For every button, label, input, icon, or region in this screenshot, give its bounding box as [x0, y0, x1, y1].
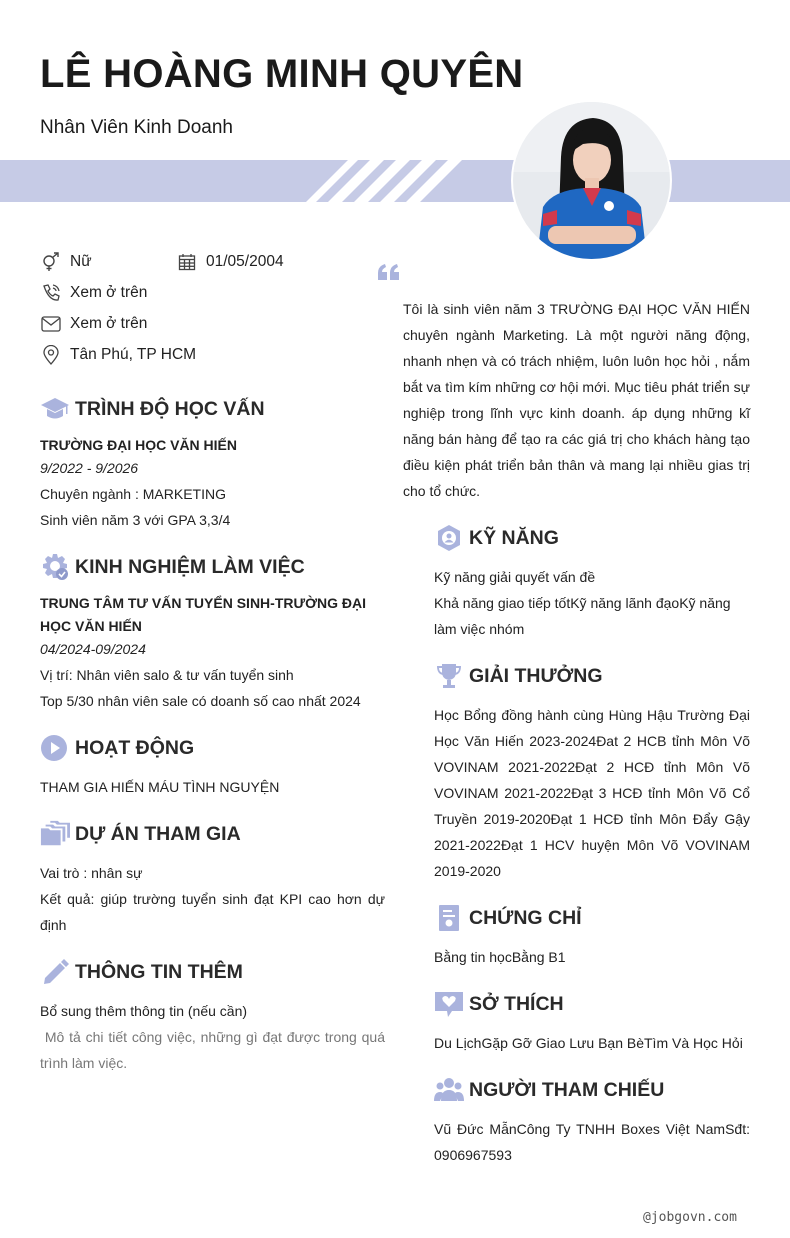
awards-text: Học Bổng đồng hành cùng Hùng Hậu Trường Đại Học Văn Hiến 2023-2024Đat 2 HCB tỉnh Môn Võ VOVINAM 2021-2022Đạt 2 HCĐ tỉnh Môn Võ VOVINAM 2021-2022Đạt 3 HCĐ tỉnh Môn Võ Cổ Truyền 2019-2020Đạt 1 HCĐ tỉnh Môn Đẩy Gậy 2021-2022Đạt 1 HCV huyện Môn Võ VOVINAM 2019-2020	[434, 707, 750, 879]
hobbies-title: SỞ THÍCH	[469, 992, 564, 1015]
phone-row	[40, 282, 147, 304]
extra-info-line1: Bổ sung thêm thông tin (nếu cần)	[40, 1003, 248, 1019]
education-heading	[40, 395, 265, 423]
heart-message-icon	[434, 990, 464, 1018]
skills-title: KỸ NĂNG	[469, 526, 559, 549]
activities-item: THAM GIA HIẾN MÁU TÌNH NGUYỆN	[40, 779, 280, 795]
projects-role: Vai trò : nhân sự	[40, 865, 143, 881]
references-title: NGƯỜI THAM CHIẾU	[469, 1078, 665, 1101]
play-circle-icon	[40, 734, 70, 762]
gender-icon	[40, 251, 62, 273]
certificates-title: CHỨNG CHỈ	[469, 906, 582, 929]
graduation-cap-icon	[40, 395, 70, 423]
skill-badge-icon	[434, 524, 464, 552]
certificates-heading	[434, 904, 582, 932]
references-text: Vũ Đức MẫnCông Ty TNHH Boxes Việt NamSđt: 0906967593	[434, 1121, 750, 1163]
phone-icon	[40, 282, 62, 304]
email-row	[40, 313, 147, 335]
education-major: Chuyên ngành : MARKETING	[40, 486, 226, 502]
projects-title: DỰ ÁN THAM GIA	[75, 822, 241, 845]
experience-title: KINH NGHIỆM LÀM VIỆC	[75, 555, 305, 578]
address-row	[40, 344, 196, 366]
certificate-icon	[434, 904, 464, 932]
skills-heading	[434, 524, 559, 552]
profile-photo	[511, 100, 672, 261]
hobbies-text: Du LịchGặp Gỡ Giao Lưu Bạn BèTìm Và Học Hỏi	[434, 1035, 743, 1051]
experience-role: Vị trí: Nhân viên salo & tư vấn tuyển sinh	[40, 667, 294, 683]
address-value: Tân Phú, TP HCM	[70, 346, 197, 363]
quote-icon	[377, 262, 401, 287]
extra-info-line2: Mô tả chi tiết công việc, những gì đạt được trong quá trình làm việc.	[40, 1029, 389, 1071]
footer-watermark: @jobgovn.com	[643, 1210, 737, 1225]
pencil-icon	[40, 958, 70, 986]
awards-title: GIẢI THƯỞNG	[469, 664, 603, 687]
location-pin-icon	[40, 344, 62, 366]
awards-heading	[434, 662, 603, 690]
extra-info-title: THÔNG TIN THÊM	[75, 960, 243, 983]
job-title: Nhân Viên Kinh Doanh	[40, 117, 233, 138]
education-gpa: Sinh viên năm 3 với GPA 3,3/4	[40, 512, 231, 528]
education-title: TRÌNH ĐỘ HỌC VẤN	[75, 397, 265, 420]
skills-line2: Khả năng giao tiếp tốtKỹ năng lãnh đạoKỹ năng làm việc nhóm	[434, 595, 731, 637]
gender-row	[40, 251, 92, 273]
projects-heading	[40, 820, 241, 848]
gear-check-icon	[40, 553, 70, 581]
phone-value: Xem ở trên	[70, 284, 148, 301]
extra-info-heading	[40, 958, 243, 986]
experience-heading	[40, 553, 305, 581]
calendar-icon	[176, 251, 198, 273]
mail-icon	[40, 313, 62, 335]
folders-icon	[40, 820, 70, 848]
email-value: Xem ở trên	[70, 315, 148, 332]
trophy-icon	[434, 662, 464, 690]
experience-period: 04/2024-09/2024	[40, 641, 146, 657]
experience-company: TRUNG TÂM TƯ VẤN TUYỂN SINH-TRƯỜNG ĐẠI HỌC VĂN HIẾN	[40, 595, 367, 634]
projects-result: Kết quả: giúp trường tuyển sinh đạt KPI cao hơn dự định	[40, 891, 385, 933]
activities-heading	[40, 734, 194, 762]
education-period: 9/2022 - 9/2026	[40, 460, 139, 476]
experience-achievement: Top 5/30 nhân viên sale có doanh số cao nhất 2024	[40, 693, 361, 709]
candidate-name: LÊ HOÀNG MINH QUYÊN	[40, 52, 524, 96]
certificates-text: Bằng tin họcBằng B1	[434, 949, 566, 965]
people-icon	[434, 1076, 464, 1104]
career-objective: Tôi là sinh viên năm 3 TRƯỜNG ĐẠI HỌC VĂN HIẾN chuyên ngành Marketing. Là một người năng động, nhanh nhẹn và có trách nhiệm, luôn luôn học hỏi , nắm bắt va tìm kím những cơ hội mới. Mục tiêu phát triển sự nghiệp trong lĩnh vực kinh doanh. áp dụng những kĩ năng bán hàng để tạo ra các giá trị cho khách hàng tạo điều kiện phát triển bản thân và mang lại nhiều gias trị cho tổ chức.	[403, 301, 750, 499]
activities-title: HOẠT ĐỘNG	[75, 736, 195, 759]
hobbies-heading	[434, 990, 564, 1018]
gender-value: Nữ	[70, 253, 92, 270]
birthdate-row	[176, 251, 284, 273]
skills-line1: Kỹ năng giải quyết vấn đề	[434, 569, 596, 585]
birthdate-value: 01/05/2004	[206, 253, 284, 270]
education-school: TRƯỜNG ĐẠI HỌC VĂN HIẾN	[40, 437, 238, 453]
references-heading	[434, 1076, 664, 1104]
